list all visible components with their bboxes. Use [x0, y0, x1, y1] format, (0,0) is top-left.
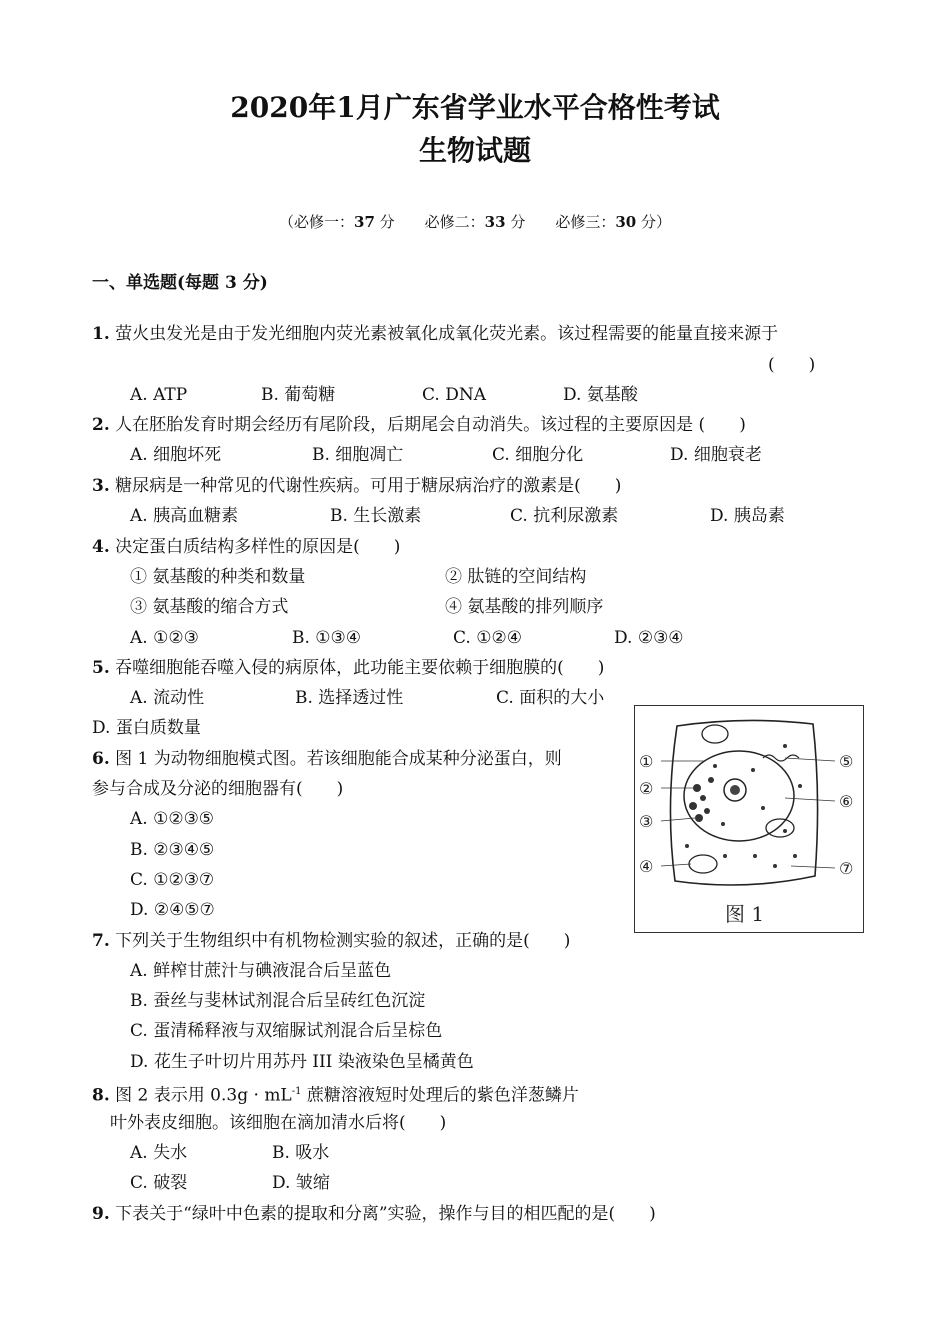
figure-label-7: ⑦: [839, 859, 854, 878]
q4-item-3: ③ 氨基酸的缩合方式: [130, 597, 289, 617]
section-heading: 一、单选题(每题 3 分): [92, 273, 268, 293]
q1-option-c: C. DNA: [422, 385, 486, 405]
q3-option-c: C. 抗利尿激素: [510, 506, 619, 526]
figure-1-animal-cell: [634, 705, 864, 933]
q5-option-c: C. 面积的大小: [496, 688, 605, 708]
q1-option-d: D. 氨基酸: [563, 385, 638, 405]
q2-option-b: B. 细胞凋亡: [312, 445, 404, 465]
q7-option-d: D. 花生子叶切片用苏丹 III 染液染色呈橘黄色: [130, 1052, 474, 1072]
q7-option-a: A. 鲜榨甘蔗汁与碘液混合后呈蓝色: [130, 961, 392, 981]
q2-option-c: C. 细胞分化: [492, 445, 584, 465]
q8-option-c: C. 破裂: [130, 1173, 188, 1193]
cell-diagram: [635, 706, 863, 932]
q8-option-a: A. 失水: [130, 1143, 188, 1163]
exam-subtitle: 生物试题: [418, 134, 531, 167]
q4-item-1: ① 氨基酸的种类和数量: [130, 567, 306, 587]
q4-option-a: A. ①②③: [130, 628, 199, 648]
q4-option-b: B. ①③④: [292, 628, 362, 648]
question-4-stem: 4. 决定蛋白质结构多样性的原因是( ): [92, 537, 401, 557]
q7-option-b: B. 蚕丝与斐林试剂混合后呈砖红色沉淀: [130, 991, 426, 1011]
figure-label-5: ⑤: [839, 752, 854, 771]
question-8-stem-line-2: 叶外表皮细胞。该细胞在滴加清水后将( ): [110, 1113, 447, 1133]
question-3-stem: 3. 糖尿病是一种常见的代谢性疾病。可用于糖尿病治疗的激素是( ): [92, 476, 622, 496]
q5-option-d: D. 蛋白质数量: [92, 718, 201, 738]
question-6-stem-line-1: 6. 图 1 为动物细胞模式图。若该细胞能合成某种分泌蛋白，则: [92, 749, 562, 769]
q8-option-b: B. 吸水: [272, 1143, 330, 1163]
q1-option-a: A. ATP: [130, 385, 188, 405]
q1-option-b: B. 葡萄糖: [261, 385, 336, 405]
question-9-stem: 9. 下表关于“绿叶中色素的提取和分离”实验，操作与目的相匹配的是( ): [92, 1204, 656, 1224]
figure-label-6: ⑥: [839, 792, 854, 811]
question-1-paren: ( ): [768, 355, 816, 375]
q6-option-c: C. ①②③⑦: [130, 870, 215, 890]
q3-option-b: B. 生长激素: [330, 506, 422, 526]
q6-option-b: B. ②③④⑤: [130, 840, 215, 860]
q2-option-a: A. 细胞坏死: [130, 445, 222, 465]
figure-label-3: ③: [639, 812, 654, 831]
q3-option-d: D. 胰岛素: [710, 506, 785, 526]
q8-option-d: D. 皱缩: [272, 1173, 330, 1193]
exam-title: 2020年1月广东省学业水平合格性考试: [230, 91, 720, 124]
q5-option-b: B. 选择透过性: [295, 688, 404, 708]
q4-option-c: C. ①②④: [453, 628, 522, 648]
question-2-stem: 2. 人在胚胎发育时期会经历有尾阶段，后期尾会自动消失。该过程的主要原因是 ( ): [92, 415, 746, 435]
q4-item-4: ④ 氨基酸的排列顺序: [445, 597, 604, 617]
q3-option-a: A. 胰高血糖素: [130, 506, 239, 526]
figure-caption: 图 1: [725, 902, 765, 926]
question-8-stem-line-1: 8. 图 2 表示用 $0.3g \cdot mL^{-1}$ 蔗糖溶液短时处理后的紫色洋葱鳞片: [92, 1085, 579, 1106]
score-note: （必修一：37 分 必修二：33 分 必修三：30 分）: [279, 213, 671, 231]
q6-option-d: D. ②④⑤⑦: [130, 900, 215, 920]
figure-label-2: ②: [639, 779, 654, 798]
q6-option-a: A. ①②③⑤: [130, 809, 215, 829]
figure-label-4: ④: [639, 857, 654, 876]
question-6-stem-line-2: 参与合成及分泌的细胞器有( ): [92, 779, 344, 799]
q4-option-d: D. ②③④: [614, 628, 684, 648]
question-5-stem: 5. 吞噬细胞能吞噬入侵的病原体，此功能主要依赖于细胞膜的( ): [92, 658, 605, 678]
figure-label-1: ①: [639, 752, 654, 771]
q5-option-a: A. 流动性: [130, 688, 205, 708]
question-7-stem: 7. 下列关于生物组织中有机物检测实验的叙述，正确的是( ): [92, 931, 571, 951]
q2-option-d: D. 细胞衰老: [670, 445, 762, 465]
q4-item-2: ② 肽链的空间结构: [445, 567, 587, 587]
question-1-stem: 1. 萤火虫发光是由于发光细胞内荧光素被氧化成氧化荧光素。该过程需要的能量直接来源于: [92, 324, 779, 344]
q7-option-c: C. 蛋清稀释液与双缩脲试剂混合后呈棕色: [130, 1021, 443, 1041]
